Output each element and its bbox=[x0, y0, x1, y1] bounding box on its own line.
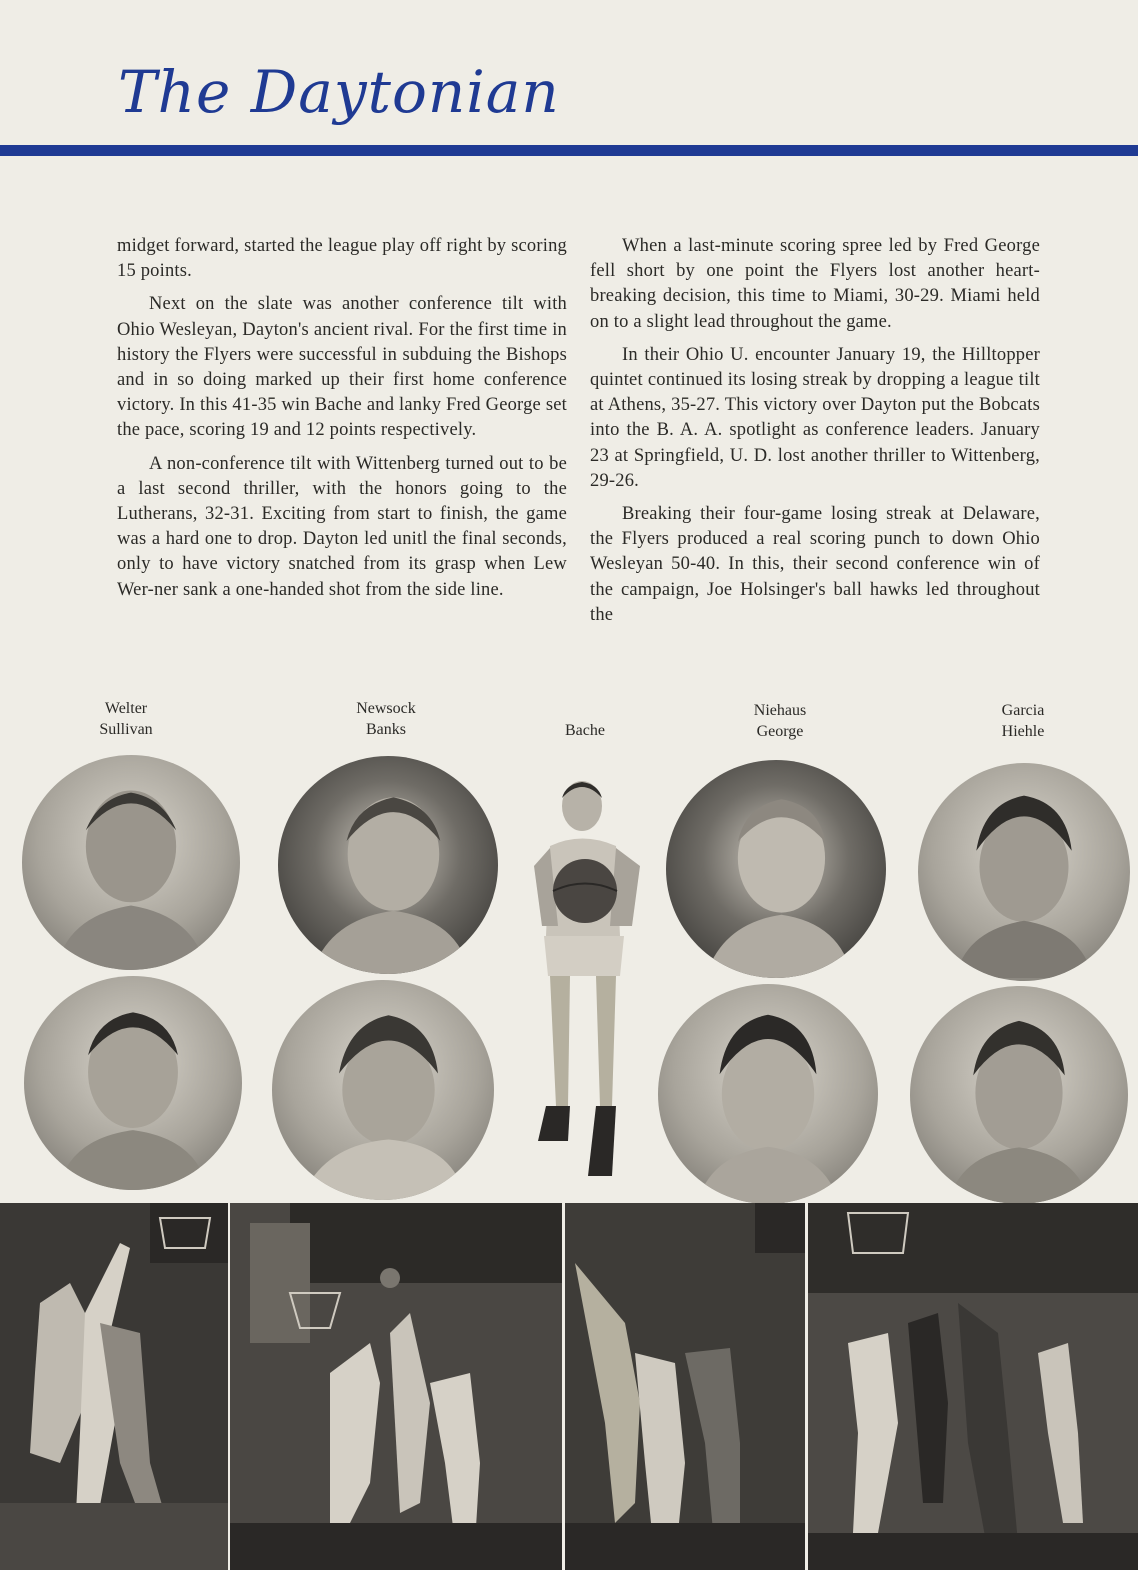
paragraph: When a last-minute scoring spree led by Fred George fell short by one point the Flyers lost another heart-breaking decision, this time to Miami, 30-29. Miami held on to a slight lead throughout the game. bbox=[590, 236, 1040, 332]
masthead-title: The Daytonian bbox=[118, 58, 560, 126]
action-photo-3 bbox=[565, 1203, 805, 1570]
person-icon bbox=[278, 756, 498, 974]
caption-col5 bbox=[973, 700, 1073, 742]
action-photo-4 bbox=[808, 1203, 1138, 1570]
caption-top: Welter bbox=[104, 700, 148, 717]
person-icon bbox=[24, 976, 242, 1190]
person-icon bbox=[658, 984, 878, 1204]
basketball-game-icon bbox=[565, 1203, 805, 1570]
action-photo-2 bbox=[230, 1203, 562, 1570]
basketball-game-icon bbox=[808, 1203, 1138, 1570]
portrait-niehaus bbox=[666, 760, 886, 978]
portrait-banks bbox=[272, 980, 494, 1200]
portrait-newsock bbox=[278, 756, 498, 974]
caption-col4 bbox=[730, 700, 830, 742]
caption-col1 bbox=[76, 698, 176, 740]
caption-bottom: Banks bbox=[366, 721, 406, 738]
header-rule bbox=[0, 145, 1138, 156]
paragraph: A non-conference tilt with Wittenberg turned out to be a last second thriller, with the honors going to the Lutherans, 32-31. Exciting from start to finish, the game was a hard one to drop. Dayton led unitl the final seconds, only to have victory snatched from its grasp when Lew Wer-ner sank a one-handed shot from the side line. bbox=[117, 453, 567, 600]
caption-col3 bbox=[535, 720, 635, 741]
portrait-garcia bbox=[918, 763, 1130, 981]
player-bache-figure bbox=[520, 776, 655, 1181]
article-left-column bbox=[117, 234, 567, 611]
basketball-player-icon bbox=[520, 776, 655, 1181]
portrait-welter bbox=[22, 755, 240, 970]
portrait-george bbox=[658, 984, 878, 1204]
caption-bottom: Hiehle bbox=[1001, 723, 1045, 740]
action-photo-1 bbox=[0, 1203, 228, 1570]
article-right-column bbox=[590, 234, 1040, 636]
basketball-game-icon bbox=[0, 1203, 228, 1570]
caption-top: Bache bbox=[565, 722, 605, 739]
person-icon bbox=[910, 986, 1128, 1204]
portrait-hiehle bbox=[910, 986, 1128, 1204]
paragraph: In their Ohio U. encounter January 19, the Hilltopper quintet continued its losing streak by dropping a league tilt at Athens, 35-27. This victory over Dayton put the Bobcats into the B. A. A. spotlight as conference leaders. January 23 at Springfield, U. D. lost another thriller to Wittenberg, 29-26. bbox=[590, 344, 1040, 491]
basketball-game-icon bbox=[230, 1203, 562, 1570]
person-icon bbox=[22, 755, 240, 970]
paragraph: Next on the slate was another conference tilt with Ohio Wesleyan, Dayton's ancient rival. For the first time in history the Flyers were successful in subduing the Bishops and in so doing marked up their first home conference victory. In this 41-35 win Bache and lanky Fred George set the pace, scoring 19 and 12 points respectively. bbox=[117, 294, 567, 441]
caption-top: Newsock bbox=[356, 700, 416, 717]
person-icon bbox=[918, 763, 1130, 981]
caption-top: Niehaus bbox=[753, 702, 807, 719]
caption-bottom: George bbox=[756, 723, 804, 740]
paragraph: Breaking their four-game losing streak at Delaware, the Flyers produced a real scoring punch to down Ohio Wesleyan 50-40. In this, their second conference win of the campaign, Joe Holsinger's ball hawks led throughout the bbox=[590, 504, 1040, 625]
caption-col2 bbox=[336, 698, 436, 740]
person-icon bbox=[666, 760, 886, 978]
caption-top: Garcia bbox=[1001, 702, 1045, 719]
paragraph: midget forward, started the league play off right by scoring 15 points. bbox=[117, 236, 567, 282]
portrait-sullivan bbox=[24, 976, 242, 1190]
caption-bottom: Sullivan bbox=[99, 721, 153, 738]
person-icon bbox=[272, 980, 494, 1200]
